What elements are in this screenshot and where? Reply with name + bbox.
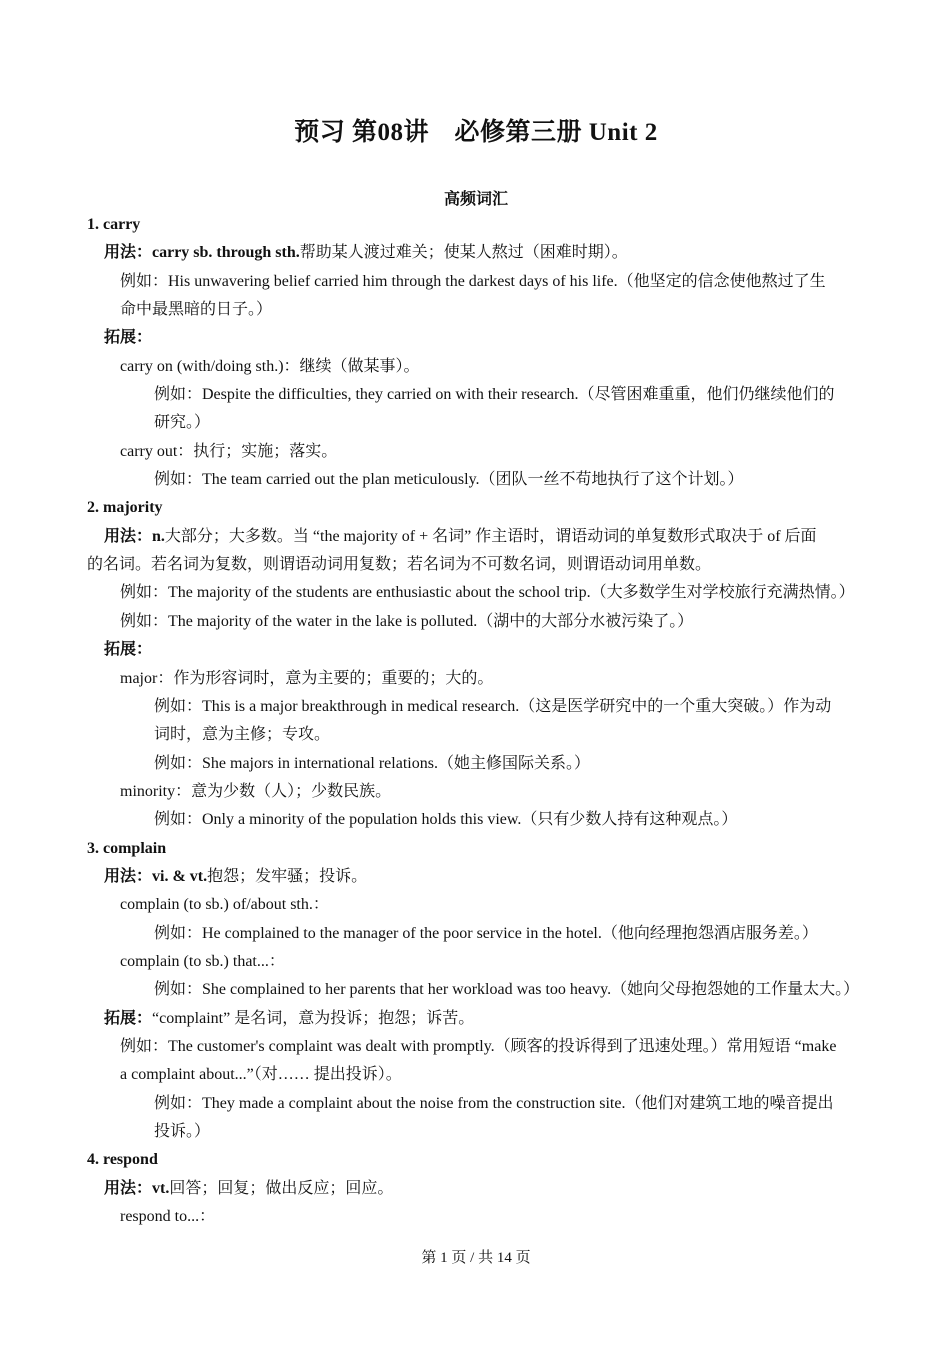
text-line — [0, 636, 952, 664]
line-text: 帮助某人渡过难关；使某人熬过（困难时期）。 — [299, 244, 628, 262]
text-line — [0, 863, 952, 891]
text-line — [0, 409, 952, 437]
line-text: 例如：Only a minority of the population holds this view.（只有少数人持有这种观点。） — [154, 811, 738, 829]
line-text: 研究。） — [154, 414, 211, 432]
text-line — [0, 551, 952, 579]
document-body — [0, 211, 952, 1231]
text-line — [0, 268, 952, 296]
text-line — [0, 778, 952, 806]
text-line — [0, 438, 952, 466]
text-line — [0, 693, 952, 721]
line-text: 例如：She majors in international relations.（她主修国际关系。） — [154, 754, 590, 772]
bold-label: 拓展： — [104, 329, 153, 347]
text-line — [0, 948, 952, 976]
text-line — [0, 750, 952, 778]
text-line — [0, 608, 952, 636]
line-text: carry out：执行；实施；落实。 — [120, 442, 338, 460]
bold-label: 用法：vi. & vt. — [104, 867, 208, 885]
vocab-heading — [0, 1146, 952, 1174]
text-line — [0, 1061, 952, 1089]
text-line — [0, 721, 952, 749]
line-text: 抱怨；发牢骚；投诉。 — [207, 867, 368, 885]
text-line — [0, 1005, 952, 1033]
bold-label: 用法：vt. — [104, 1179, 170, 1197]
line-text: 回答；回复；做出反应；回应。 — [169, 1179, 394, 1197]
text-line — [0, 1175, 952, 1203]
text-line — [0, 466, 952, 494]
line-text: 例如：His unwavering belief carried him through the darkest days of his life.（他坚定的信念使他熬过了生 — [120, 272, 826, 290]
bold-label: 拓展： — [104, 641, 153, 659]
line-text: 例如：They made a complaint about the noise from the construction site.（他们对建筑工地的噪音提出 — [154, 1094, 834, 1112]
line-text: “complaint” 是名词，意为投诉；抱怨；诉苦。 — [152, 1009, 475, 1027]
text-line — [0, 381, 952, 409]
line-text: 例如：The majority of the water in the lake is polluted.（湖中的大部分水被污染了。） — [120, 612, 694, 630]
page-title: 预习 第08讲 必修第三册 Unit 2 — [294, 119, 658, 146]
vocab-heading — [0, 835, 952, 863]
line-text: complain (to sb.) that...： — [120, 952, 285, 970]
line-text: complain (to sb.) of/about sth.： — [120, 896, 329, 914]
line-text: minority：意为少数（人）；少数民族。 — [120, 782, 392, 800]
text-line — [0, 523, 952, 551]
text-line — [0, 324, 952, 352]
line-text: 例如：He complained to the manager of the poor service in the hotel.（他向经理抱怨酒店服务差。） — [154, 924, 818, 942]
section-title: 高频词汇 — [443, 191, 508, 208]
text-line — [0, 1033, 952, 1061]
line-text: carry on (with/doing sth.)：继续（做某事）。 — [120, 357, 420, 375]
line-text: 的名词。若名词为复数，则谓语动词用复数；若名词为不可数名词，则谓语动词用单数。 — [87, 556, 712, 574]
vocab-heading — [0, 211, 952, 239]
text-line — [0, 239, 952, 267]
bold-label: 拓展： — [104, 1009, 153, 1027]
line-text: 例如：She complained to her parents that her workload was too heavy.（她向父母抱怨她的工作量太大。） — [154, 981, 860, 999]
line-text: 命中最黑暗的日子。） — [120, 301, 273, 319]
text-line — [0, 353, 952, 381]
line-text: 2. majority — [87, 499, 163, 517]
line-text: 3. complain — [87, 839, 167, 857]
bold-label: 用法：carry sb. through sth. — [104, 244, 300, 262]
line-text: 例如：Despite the difficulties, they carried on with their research.（尽管困难重重，他们仍继续他们的 — [154, 386, 835, 404]
line-text: a complaint about...”（对…… 提出投诉）。 — [120, 1066, 402, 1084]
line-text: respond to...： — [120, 1208, 216, 1226]
text-line — [0, 579, 952, 607]
text-line — [0, 1118, 952, 1146]
line-text: 4. respond — [87, 1151, 158, 1169]
line-text: 词时，意为主修；专攻。 — [154, 726, 331, 744]
line-text: 例如：This is a major breakthrough in medical research.（这是医学研究中的一个重大突破。）作为动 — [154, 697, 832, 715]
bold-label: 用法：n. — [104, 527, 165, 545]
line-text: major：作为形容词时，意为主要的；重要的；大的。 — [120, 669, 494, 687]
text-line — [0, 1090, 952, 1118]
text-line — [0, 891, 952, 919]
page-footer: 第 1 页 / 共 14 页 — [421, 1250, 531, 1266]
text-line — [0, 296, 952, 324]
text-line — [0, 806, 952, 834]
line-text: 例如：The team carried out the plan meticulously.（团队一丝不苟地执行了这个计划。） — [154, 471, 744, 489]
line-text: 例如：The customer's complaint was dealt with promptly.（顾客的投诉得到了迅速处理。）常用短语 “make — [120, 1037, 837, 1055]
text-line — [0, 976, 952, 1004]
vocab-heading — [0, 494, 952, 522]
line-text: 1. carry — [87, 216, 141, 233]
text-line — [0, 1203, 952, 1231]
line-text: 大部分；大多数。当 “the majority of + 名词” 作主语时，谓语动词的单复数形式取决于 of 后面 — [164, 527, 817, 545]
line-text: 投诉。） — [154, 1123, 211, 1140]
text-line — [0, 920, 952, 948]
line-text: 例如：The majority of the students are enthusiastic about the school trip.（大多数学生对学校旅行充满热情。） — [120, 584, 855, 602]
text-line — [0, 665, 952, 693]
